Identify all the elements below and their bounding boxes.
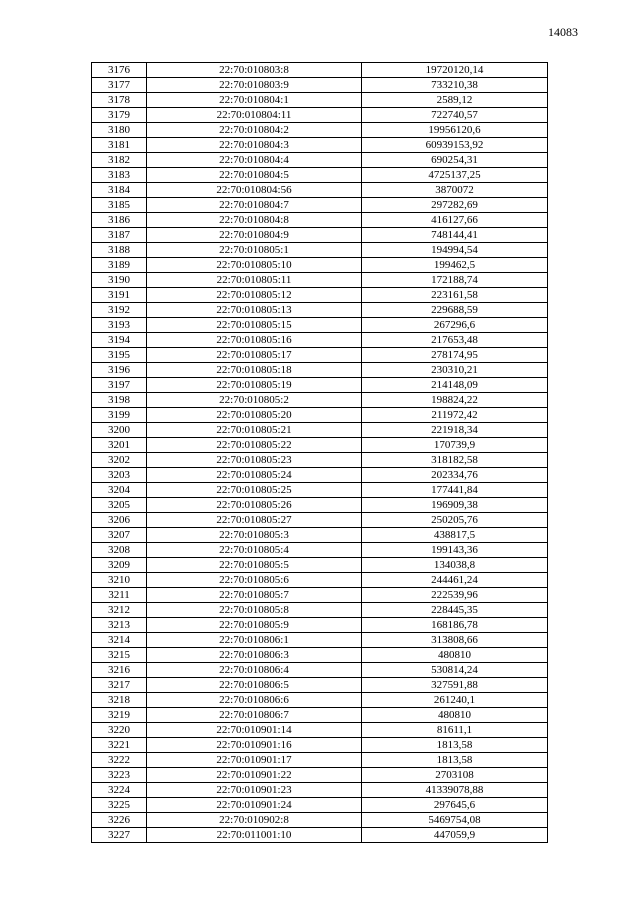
cadastral-value-cell: 177441,84 xyxy=(362,483,548,498)
table-row xyxy=(92,828,548,843)
cadastral-value-cell: 297645,6 xyxy=(362,798,548,813)
cadastral-value-cell: 250205,76 xyxy=(362,513,548,528)
cadastral-value-cell: 4725137,25 xyxy=(362,168,548,183)
row-number-cell: 3181 xyxy=(92,138,147,153)
cadastral-number-cell: 22:70:010805:16 xyxy=(147,333,362,348)
cadastral-number-cell: 22:70:010901:23 xyxy=(147,783,362,798)
cadastral-number-cell: 22:70:010805:6 xyxy=(147,573,362,588)
table-row xyxy=(92,663,548,678)
cadastral-number-cell: 22:70:010805:2 xyxy=(147,393,362,408)
cadastral-value-cell: 313808,66 xyxy=(362,633,548,648)
cadastral-value-cell: 5469754,08 xyxy=(362,813,548,828)
cadastral-number-cell: 22:70:010805:21 xyxy=(147,423,362,438)
cadastral-number-cell: 22:70:010803:8 xyxy=(147,63,362,78)
cadastral-number-cell: 22:70:010806:3 xyxy=(147,648,362,663)
cadastral-value-cell: 41339078,88 xyxy=(362,783,548,798)
table-row xyxy=(92,468,548,483)
table-row xyxy=(92,813,548,828)
table-row xyxy=(92,723,548,738)
row-number-cell: 3217 xyxy=(92,678,147,693)
cadastral-number-cell: 22:70:010805:23 xyxy=(147,453,362,468)
row-number-cell: 3213 xyxy=(92,618,147,633)
cadastral-value-cell: 19956120,6 xyxy=(362,123,548,138)
cadastral-number-cell: 22:70:010805:13 xyxy=(147,303,362,318)
cadastral-value-cell: 2589,12 xyxy=(362,93,548,108)
cadastral-number-cell: 22:70:010805:5 xyxy=(147,558,362,573)
table-row xyxy=(92,228,548,243)
row-number-cell: 3179 xyxy=(92,108,147,123)
row-number-cell: 3185 xyxy=(92,198,147,213)
table-row xyxy=(92,78,548,93)
table-row xyxy=(92,738,548,753)
cadastral-value-cell: 60939153,92 xyxy=(362,138,548,153)
cadastral-number-cell: 22:70:010805:9 xyxy=(147,618,362,633)
table-row xyxy=(92,423,548,438)
cadastral-number-cell: 22:70:010806:5 xyxy=(147,678,362,693)
row-number-cell: 3215 xyxy=(92,648,147,663)
cadastral-value-cell: 19720120,14 xyxy=(362,63,548,78)
row-number-cell: 3186 xyxy=(92,213,147,228)
table-row xyxy=(92,108,548,123)
table-row xyxy=(92,453,548,468)
cadastral-number-cell: 22:70:010804:7 xyxy=(147,198,362,213)
row-number-cell: 3182 xyxy=(92,153,147,168)
cadastral-number-cell: 22:70:010803:9 xyxy=(147,78,362,93)
row-number-cell: 3210 xyxy=(92,573,147,588)
row-number-cell: 3199 xyxy=(92,408,147,423)
cadastral-value-cell: 438817,5 xyxy=(362,528,548,543)
cadastral-number-cell: 22:70:010901:24 xyxy=(147,798,362,813)
cadastral-value-cell: 416127,66 xyxy=(362,213,548,228)
cadastral-number-cell: 22:70:010806:7 xyxy=(147,708,362,723)
cadastral-value-cell: 222539,96 xyxy=(362,588,548,603)
row-number-cell: 3207 xyxy=(92,528,147,543)
table-row xyxy=(92,753,548,768)
row-number-cell: 3224 xyxy=(92,783,147,798)
row-number-cell: 3223 xyxy=(92,768,147,783)
cadastral-number-cell: 22:70:010901:17 xyxy=(147,753,362,768)
cadastral-number-cell: 22:70:010901:16 xyxy=(147,738,362,753)
row-number-cell: 3209 xyxy=(92,558,147,573)
table-row xyxy=(92,693,548,708)
table-row xyxy=(92,678,548,693)
row-number-cell: 3212 xyxy=(92,603,147,618)
cadastral-number-cell: 22:70:010805:8 xyxy=(147,603,362,618)
cadastral-number-cell: 22:70:010805:26 xyxy=(147,498,362,513)
table-row xyxy=(92,573,548,588)
table-row xyxy=(92,93,548,108)
row-number-cell: 3225 xyxy=(92,798,147,813)
table-row xyxy=(92,333,548,348)
table-row xyxy=(92,528,548,543)
cadastral-value-cell: 214148,09 xyxy=(362,378,548,393)
cadastral-value-cell: 447059,9 xyxy=(362,828,548,843)
cadastral-number-cell: 22:70:010805:17 xyxy=(147,348,362,363)
table-row xyxy=(92,213,548,228)
cadastral-number-cell: 22:70:010805:12 xyxy=(147,288,362,303)
cadastral-number-cell: 22:70:010804:3 xyxy=(147,138,362,153)
row-number-cell: 3187 xyxy=(92,228,147,243)
cadastral-number-cell: 22:70:011001:10 xyxy=(147,828,362,843)
cadastral-number-cell: 22:70:010804:11 xyxy=(147,108,362,123)
table-row xyxy=(92,153,548,168)
row-number-cell: 3204 xyxy=(92,483,147,498)
cadastral-value-cell: 211972,42 xyxy=(362,408,548,423)
table-row xyxy=(92,243,548,258)
cadastral-number-cell: 22:70:010805:10 xyxy=(147,258,362,273)
cadastral-number-cell: 22:70:010806:6 xyxy=(147,693,362,708)
cadastral-value-cell: 196909,38 xyxy=(362,498,548,513)
cadastral-number-cell: 22:70:010806:4 xyxy=(147,663,362,678)
row-number-cell: 3194 xyxy=(92,333,147,348)
cadastral-value-cell: 1813,58 xyxy=(362,738,548,753)
cadastral-value-cell: 267296,6 xyxy=(362,318,548,333)
row-number-cell: 3219 xyxy=(92,708,147,723)
cadastral-value-cell: 199143,36 xyxy=(362,543,548,558)
row-number-cell: 3193 xyxy=(92,318,147,333)
row-number-cell: 3178 xyxy=(92,93,147,108)
row-number-cell: 3177 xyxy=(92,78,147,93)
cadastral-value-table xyxy=(91,62,548,843)
row-number-cell: 3221 xyxy=(92,738,147,753)
row-number-cell: 3203 xyxy=(92,468,147,483)
table-row xyxy=(92,783,548,798)
cadastral-number-cell: 22:70:010805:15 xyxy=(147,318,362,333)
row-number-cell: 3197 xyxy=(92,378,147,393)
row-number-cell: 3196 xyxy=(92,363,147,378)
row-number-cell: 3188 xyxy=(92,243,147,258)
cadastral-number-cell: 22:70:010901:14 xyxy=(147,723,362,738)
table-row xyxy=(92,273,548,288)
cadastral-value-cell: 318182,58 xyxy=(362,453,548,468)
row-number-cell: 3190 xyxy=(92,273,147,288)
table-row xyxy=(92,168,548,183)
row-number-cell: 3191 xyxy=(92,288,147,303)
table-row xyxy=(92,603,548,618)
cadastral-value-cell: 168186,78 xyxy=(362,618,548,633)
table-row xyxy=(92,408,548,423)
cadastral-value-cell: 217653,48 xyxy=(362,333,548,348)
row-number-cell: 3222 xyxy=(92,753,147,768)
cadastral-value-cell: 244461,24 xyxy=(362,573,548,588)
row-number-cell: 3180 xyxy=(92,123,147,138)
row-number-cell: 3214 xyxy=(92,633,147,648)
cadastral-value-cell: 2703108 xyxy=(362,768,548,783)
table-row xyxy=(92,393,548,408)
table-row xyxy=(92,138,548,153)
row-number-cell: 3195 xyxy=(92,348,147,363)
cadastral-number-cell: 22:70:010805:22 xyxy=(147,438,362,453)
table-row xyxy=(92,588,548,603)
row-number-cell: 3183 xyxy=(92,168,147,183)
cadastral-number-cell: 22:70:010804:4 xyxy=(147,153,362,168)
cadastral-value-cell: 530814,24 xyxy=(362,663,548,678)
cadastral-value-cell: 81611,1 xyxy=(362,723,548,738)
cadastral-number-cell: 22:70:010805:24 xyxy=(147,468,362,483)
cadastral-number-cell: 22:70:010804:9 xyxy=(147,228,362,243)
row-number-cell: 3205 xyxy=(92,498,147,513)
row-number-cell: 3218 xyxy=(92,693,147,708)
table-row xyxy=(92,498,548,513)
cadastral-value-cell: 134038,8 xyxy=(362,558,548,573)
cadastral-number-cell: 22:70:010804:8 xyxy=(147,213,362,228)
cadastral-value-cell: 327591,88 xyxy=(362,678,548,693)
cadastral-value-cell: 3870072 xyxy=(362,183,548,198)
cadastral-value-cell: 172188,74 xyxy=(362,273,548,288)
cadastral-number-cell: 22:70:010804:2 xyxy=(147,123,362,138)
row-number-cell: 3202 xyxy=(92,453,147,468)
row-number-cell: 3192 xyxy=(92,303,147,318)
row-number-cell: 3201 xyxy=(92,438,147,453)
row-number-cell: 3206 xyxy=(92,513,147,528)
table-row xyxy=(92,513,548,528)
cadastral-value-cell: 480810 xyxy=(362,708,548,723)
cadastral-value-cell: 198824,22 xyxy=(362,393,548,408)
row-number-cell: 3176 xyxy=(92,63,147,78)
table-row xyxy=(92,348,548,363)
row-number-cell: 3184 xyxy=(92,183,147,198)
cadastral-value-cell: 228445,35 xyxy=(362,603,548,618)
row-number-cell: 3227 xyxy=(92,828,147,843)
cadastral-value-cell: 229688,59 xyxy=(362,303,548,318)
cadastral-value-cell: 230310,21 xyxy=(362,363,548,378)
table-row xyxy=(92,438,548,453)
table-row xyxy=(92,378,548,393)
cadastral-value-cell: 261240,1 xyxy=(362,693,548,708)
cadastral-number-cell: 22:70:010805:11 xyxy=(147,273,362,288)
table-row xyxy=(92,633,548,648)
cadastral-number-cell: 22:70:010901:22 xyxy=(147,768,362,783)
table-row xyxy=(92,618,548,633)
cadastral-value-cell: 1813,58 xyxy=(362,753,548,768)
table-row xyxy=(92,318,548,333)
cadastral-value-cell: 480810 xyxy=(362,648,548,663)
row-number-cell: 3189 xyxy=(92,258,147,273)
table-row xyxy=(92,648,548,663)
cadastral-value-cell: 194994,54 xyxy=(362,243,548,258)
row-number-cell: 3216 xyxy=(92,663,147,678)
table-row xyxy=(92,183,548,198)
table-body xyxy=(92,63,548,843)
cadastral-value-cell: 278174,95 xyxy=(362,348,548,363)
cadastral-number-cell: 22:70:010805:7 xyxy=(147,588,362,603)
cadastral-value-cell: 221918,34 xyxy=(362,423,548,438)
table-row xyxy=(92,258,548,273)
table-row xyxy=(92,288,548,303)
row-number-cell: 3200 xyxy=(92,423,147,438)
cadastral-number-cell: 22:70:010804:1 xyxy=(147,93,362,108)
table-row xyxy=(92,798,548,813)
cadastral-number-cell: 22:70:010806:1 xyxy=(147,633,362,648)
cadastral-number-cell: 22:70:010805:18 xyxy=(147,363,362,378)
cadastral-value-cell: 202334,76 xyxy=(362,468,548,483)
cadastral-number-cell: 22:70:010805:3 xyxy=(147,528,362,543)
row-number-cell: 3198 xyxy=(92,393,147,408)
table-row xyxy=(92,708,548,723)
table-row xyxy=(92,303,548,318)
cadastral-number-cell: 22:70:010902:8 xyxy=(147,813,362,828)
table-row xyxy=(92,483,548,498)
table-row xyxy=(92,198,548,213)
table-row xyxy=(92,768,548,783)
cadastral-number-cell: 22:70:010804:5 xyxy=(147,168,362,183)
page-number: 14083 xyxy=(548,25,578,39)
cadastral-number-cell: 22:70:010805:27 xyxy=(147,513,362,528)
table-row xyxy=(92,123,548,138)
cadastral-value-cell: 170739,9 xyxy=(362,438,548,453)
table-row xyxy=(92,63,548,78)
cadastral-number-cell: 22:70:010804:56 xyxy=(147,183,362,198)
cadastral-number-cell: 22:70:010805:20 xyxy=(147,408,362,423)
cadastral-value-cell: 199462,5 xyxy=(362,258,548,273)
row-number-cell: 3220 xyxy=(92,723,147,738)
cadastral-number-cell: 22:70:010805:19 xyxy=(147,378,362,393)
table-row xyxy=(92,543,548,558)
cadastral-value-cell: 748144,41 xyxy=(362,228,548,243)
row-number-cell: 3226 xyxy=(92,813,147,828)
table-row xyxy=(92,558,548,573)
cadastral-number-cell: 22:70:010805:1 xyxy=(147,243,362,258)
row-number-cell: 3211 xyxy=(92,588,147,603)
cadastral-number-cell: 22:70:010805:25 xyxy=(147,483,362,498)
cadastral-value-cell: 690254,31 xyxy=(362,153,548,168)
cadastral-value-cell: 223161,58 xyxy=(362,288,548,303)
cadastral-value-cell: 733210,38 xyxy=(362,78,548,93)
cadastral-value-cell: 722740,57 xyxy=(362,108,548,123)
table-row xyxy=(92,363,548,378)
row-number-cell: 3208 xyxy=(92,543,147,558)
cadastral-value-cell: 297282,69 xyxy=(362,198,548,213)
cadastral-number-cell: 22:70:010805:4 xyxy=(147,543,362,558)
